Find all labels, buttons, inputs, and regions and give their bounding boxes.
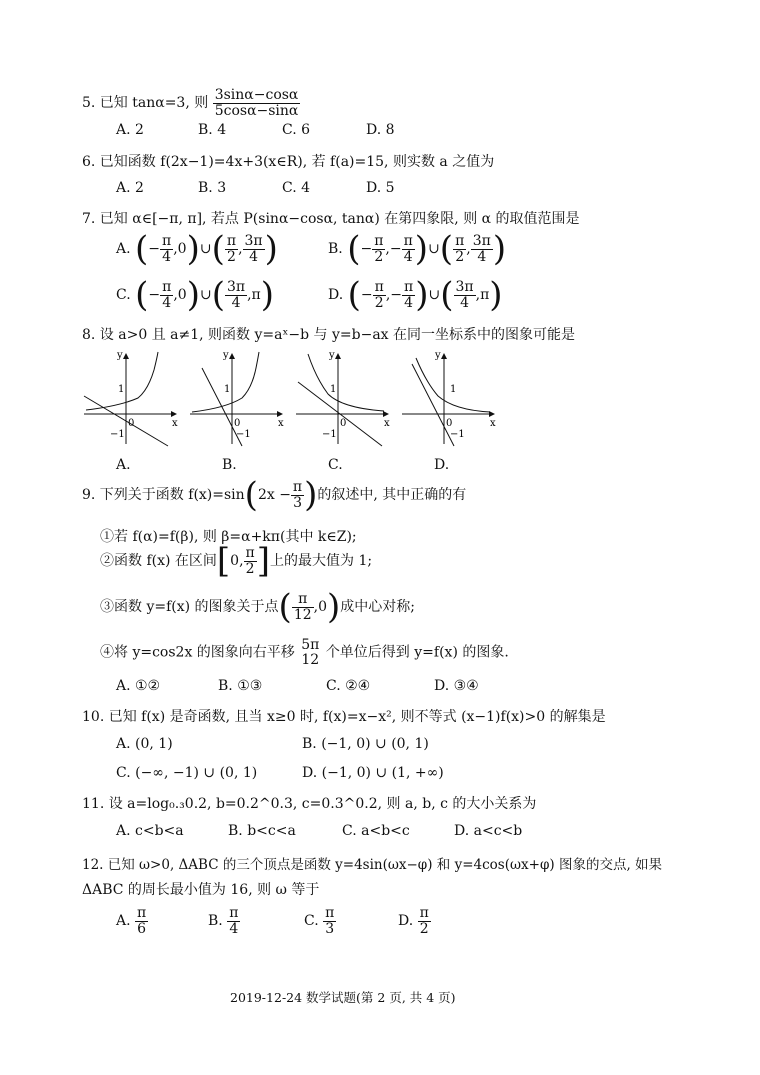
- q9-item-4: ④将 y=cos2x 的图象向右平移 5π 12 个单位后得到 y=f(x) 的图象.: [100, 637, 509, 668]
- q8-graph-d: [402, 350, 496, 446]
- svg-text:x: x: [172, 418, 178, 429]
- svg-text:y: y: [117, 350, 123, 361]
- q9-option-d: D. ③④: [434, 678, 479, 694]
- q9-option-b: B. ①③: [218, 678, 263, 694]
- svg-text:0: 0: [128, 418, 135, 429]
- q5-option-c: C. 6: [282, 122, 311, 138]
- q5-option-d: D. 8: [366, 122, 395, 138]
- svg-text:1: 1: [118, 384, 125, 395]
- svg-text:0: 0: [234, 418, 241, 429]
- q12-option-d: D. $\frac{\pi}{2}$: [398, 905, 429, 937]
- q7-option-c: C. (− $\frac{\pi}{4}$ ,0)∪( $\frac{3\pi}{4}$ ,π): [116, 275, 274, 315]
- q8-stem: 8. 设 a>0 且 a≠1, 则函数 y=aˣ−b 与 y=b−ax 在同一坐标系中的图象可能是: [82, 327, 576, 343]
- q8-graph-c: [296, 350, 390, 446]
- q5-stem: 5. 已知 tanα=3, 则: [82, 95, 209, 112]
- page-footer: 2019-12-24 数学试题(第 2 页, 共 4 页): [230, 990, 456, 1005]
- q11-option-b: B. b<c<a: [228, 823, 296, 839]
- q9-option-c: C. ②④: [326, 678, 371, 694]
- q9-item-2: ②函数 f(x) 在区间[0, $\frac{\pi}{2}$ ]上的最大值为 1;: [100, 541, 373, 581]
- q9-option-a: A. ①②: [116, 678, 161, 694]
- q7-option-b: B. (− $\frac{\pi}{2}$ ,− $\frac{\pi}{4}$ )∪( $\frac{\pi}{2}$ , $\frac{3\pi}{4}$ ): [328, 229, 507, 269]
- svg-text:−1: −1: [110, 429, 125, 440]
- q6-option-a: A. 2: [116, 180, 144, 196]
- svg-text:1: 1: [224, 384, 231, 395]
- q10-option-b: B. (−1, 0) ∪ (0, 1): [302, 736, 429, 752]
- q8-label-b: B.: [222, 457, 237, 473]
- q8-label-c: C.: [328, 457, 343, 473]
- q7-option-a: A. (− $\frac{\pi}{4}$ ,0)∪( $\frac{\pi}{2}$ , $\frac{3\pi}{4}$ ): [116, 229, 278, 269]
- q11-option-a: A. c<b<a: [116, 823, 184, 839]
- svg-text:−1: −1: [236, 429, 251, 440]
- q9-stem: 9. 下列关于函数 f(x)=sin(2x − $\frac{\pi}{3}$ )的叙述中, 其中正确的有: [82, 475, 467, 515]
- svg-text:x: x: [278, 418, 284, 429]
- q5-option-a: A. 2: [116, 122, 144, 138]
- q11-stem: 11. 设 a=log₀.₃0.2, b=0.2^0.3, c=0.3^0.2, 则 a, b, c 的大小关系为: [82, 796, 537, 812]
- q5-frac-num: 3sinα−cosα: [214, 87, 299, 103]
- q6-option-b: B. 3: [198, 180, 227, 196]
- q5-stem-line: [82, 88, 300, 118]
- q9-item-1: ①若 f(α)=f(β), 则 β=α+kπ(其中 k∈Z);: [100, 529, 357, 545]
- q9-item-3: ③函数 y=f(x) 的图象关于点( $\frac{\pi}{12}$ ,0)成中心对称;: [100, 587, 415, 627]
- svg-text:y: y: [223, 350, 229, 361]
- q10-option-a: A. (0, 1): [116, 736, 173, 752]
- q8-label-d: D.: [434, 457, 450, 473]
- q6-stem: 6. 已知函数 f(2x−1)=4x+3(x∈R), 若 f(a)=15, 则实数 a 之值为: [82, 154, 495, 170]
- q10-option-d: D. (−1, 0) ∪ (1, +∞): [302, 765, 444, 781]
- q5-frac-den: 5cosα−sinα: [214, 102, 299, 119]
- q8-graph-b: [190, 350, 284, 446]
- q5-fraction: [213, 88, 301, 118]
- svg-text:x: x: [384, 418, 390, 429]
- svg-text:y: y: [435, 350, 441, 361]
- svg-text:x: x: [490, 418, 496, 429]
- q8-graph-a: [84, 350, 178, 446]
- svg-text:0: 0: [446, 418, 453, 429]
- svg-text:y: y: [329, 350, 335, 361]
- svg-text:1: 1: [330, 384, 337, 395]
- svg-text:1: 1: [450, 384, 457, 395]
- q6-option-d: D. 5: [366, 180, 395, 196]
- q11-option-c: C. a<b<c: [342, 823, 410, 839]
- q5-option-b: B. 4: [198, 122, 227, 138]
- q12-option-c: C. $\frac{\pi}{3}$: [304, 905, 335, 937]
- q7-option-d: D. (− $\frac{\pi}{2}$ ,− $\frac{\pi}{4}$ )∪( $\frac{3\pi}{4}$ ,π): [328, 275, 503, 315]
- q8-label-a: A.: [116, 457, 131, 473]
- q6-option-c: C. 4: [282, 180, 311, 196]
- q12-option-b: B. $\frac{\pi}{4}$: [208, 905, 239, 937]
- svg-text:−1: −1: [450, 429, 465, 440]
- q7-stem: 7. 已知 α∈[−π, π], 若点 P(sinα−cosα, tanα) 在第四象限, 则 α 的取值范围是: [82, 211, 580, 227]
- q10-stem: 10. 已知 f(x) 是奇函数, 且当 x≥0 时, f(x)=x−x², 则不等式 (x−1)f(x)>0 的解集是: [82, 709, 606, 725]
- q12-option-a: A. $\frac{\pi}{6}$: [116, 905, 147, 937]
- q11-option-d: D. a<c<b: [454, 823, 523, 839]
- q8-graphs: [80, 348, 500, 448]
- q10-option-c: C. (−∞, −1) ∪ (0, 1): [116, 765, 258, 781]
- svg-text:−1: −1: [322, 429, 337, 440]
- q12-stem-line1: 12. 已知 ω>0, ΔABC 的三个顶点是函数 y=4sin(ωx−φ) 和 y=4cos(ωx+φ) 图象的交点, 如果: [82, 857, 663, 873]
- svg-text:0: 0: [340, 418, 347, 429]
- q12-stem-line2: ΔABC 的周长最小值为 16, 则 ω 等于: [82, 882, 320, 898]
